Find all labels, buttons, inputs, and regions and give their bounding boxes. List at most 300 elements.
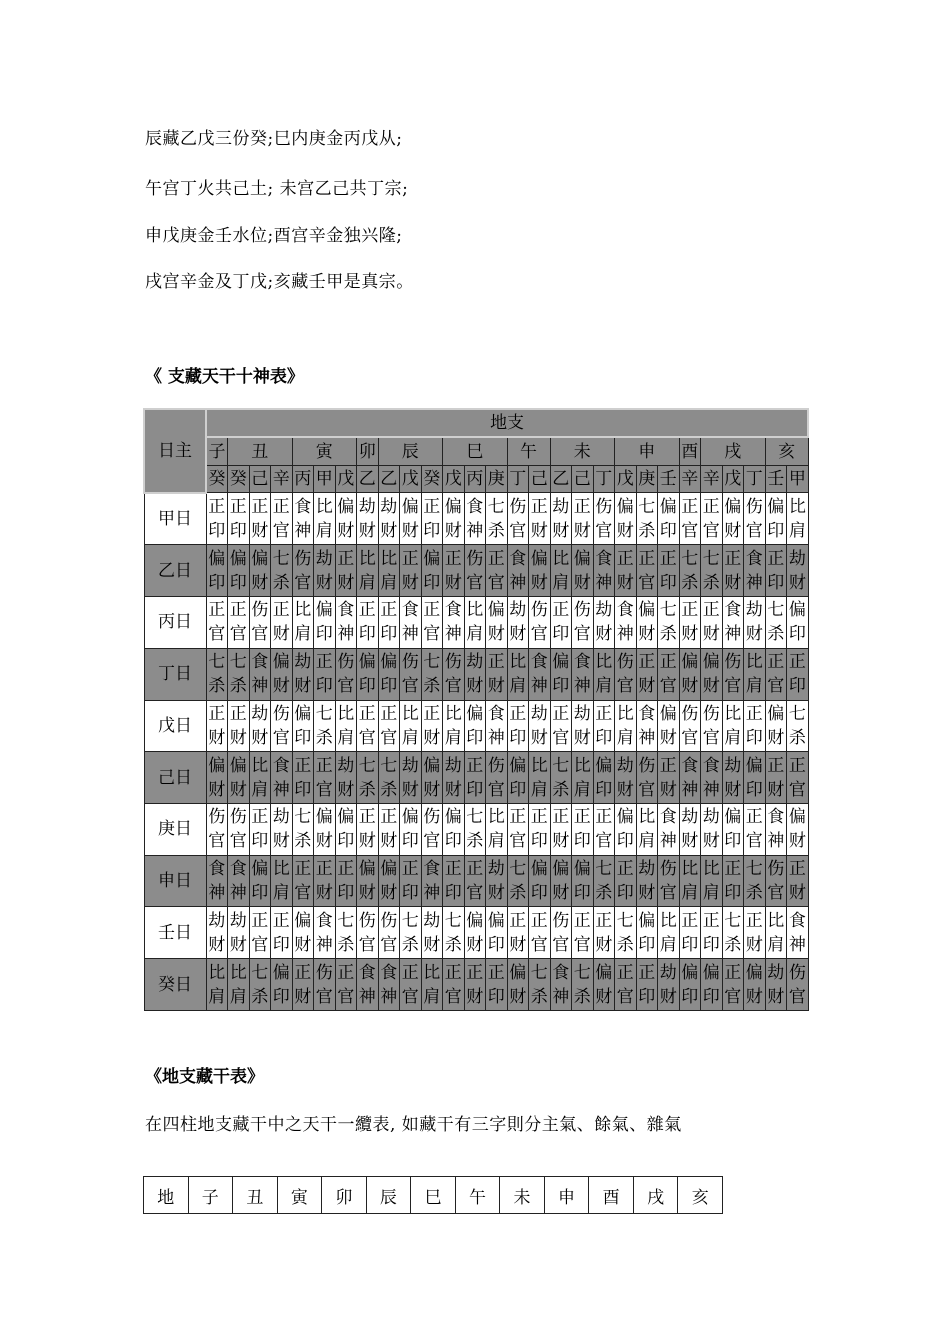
ten-god-cell: 劫财 — [615, 752, 637, 804]
ten-god-cell: 正财 — [464, 959, 486, 1011]
table-row — [144, 855, 808, 907]
ten-god-cell: 偏印 — [701, 959, 723, 1011]
ten-god-cell: 劫财 — [636, 855, 658, 907]
ten-gods-table — [143, 408, 809, 1011]
ten-god-cell: 正财 — [421, 700, 443, 752]
ten-god-cell: 正印 — [765, 545, 787, 597]
ten-god-cell: 比肩 — [679, 855, 701, 907]
ten-god-cell: 比肩 — [421, 959, 443, 1011]
ten-god-cell: 食神 — [249, 648, 271, 700]
ten-god-cell: 正印 — [314, 648, 336, 700]
ten-god-cell: 偏财 — [378, 855, 400, 907]
ten-god-cell: 劫财 — [507, 597, 529, 649]
ten-god-cell: 正印 — [443, 855, 465, 907]
ten-god-cell: 比肩 — [249, 752, 271, 804]
ten-god-cell: 偏印 — [744, 752, 766, 804]
table-row — [144, 493, 808, 545]
table-row — [144, 437, 808, 465]
ten-god-cell: 劫财 — [701, 803, 723, 855]
ten-god-cell: 伤官 — [658, 855, 680, 907]
hidden-stem-header: 辛 — [679, 465, 701, 492]
verse-line-1: 辰藏乙戊三份癸;巳内庚金丙戊从; — [145, 129, 403, 149]
ten-god-cell: 食神 — [572, 648, 594, 700]
branch-header: 丑 — [228, 437, 293, 465]
ten-god-cell: 食神 — [507, 545, 529, 597]
verse-line-4: 戌宫辛金及丁戊;亥藏壬甲是真宗。 — [145, 272, 414, 292]
ten-god-cell: 食神 — [486, 700, 508, 752]
ten-god-cell: 正财 — [529, 493, 551, 545]
ten-god-cell: 偏印 — [357, 648, 379, 700]
ten-god-cell: 正印 — [701, 907, 723, 959]
ten-god-cell: 偏财 — [615, 493, 637, 545]
ten-god-cell: 伤官 — [228, 803, 250, 855]
ten-god-cell: 偏财 — [486, 597, 508, 649]
ten-god-cell: 劫财 — [722, 752, 744, 804]
ten-god-cell: 食神 — [679, 752, 701, 804]
hidden-stem-header: 甲 — [314, 465, 336, 492]
ten-god-cell: 伤官 — [464, 545, 486, 597]
ten-god-cell: 正印 — [421, 493, 443, 545]
day-master-label: 壬日 — [144, 907, 206, 959]
hidden-stem-header: 壬 — [658, 465, 680, 492]
ten-god-cell: 正官 — [636, 545, 658, 597]
ten-god-cell: 偏印 — [550, 648, 572, 700]
hidden-stems-cell: 午 — [455, 1177, 500, 1214]
ten-god-cell: 伤官 — [357, 907, 379, 959]
ten-god-cell: 偏印 — [679, 959, 701, 1011]
ten-god-cell: 食神 — [529, 648, 551, 700]
ten-god-cell: 正财 — [357, 803, 379, 855]
table-row — [144, 465, 808, 492]
branch-header: 酉 — [679, 437, 701, 465]
ten-god-cell: 正官 — [249, 907, 271, 959]
ten-god-cell: 正印 — [615, 855, 637, 907]
ten-god-cell: 食神 — [292, 493, 314, 545]
ten-god-cell: 正官 — [357, 700, 379, 752]
day-master-label: 庚日 — [144, 803, 206, 855]
verse-line-2: 午宫丁火共己土; 未宫乙己共丁宗; — [145, 179, 409, 199]
ten-god-cell: 食神 — [765, 803, 787, 855]
table-row — [144, 752, 808, 804]
ten-god-cell: 偏财 — [765, 700, 787, 752]
ten-god-cell: 伤官 — [421, 803, 443, 855]
ten-god-cell: 偏财 — [722, 493, 744, 545]
hidden-stem-header: 庚 — [486, 465, 508, 492]
ten-god-cell: 正印 — [529, 803, 551, 855]
ten-god-cell: 食神 — [357, 959, 379, 1011]
ten-god-cell: 正官 — [228, 597, 250, 649]
ten-god-cell: 七杀 — [421, 648, 443, 700]
ten-gods-table-heading: 《 支藏天干十神表》 — [145, 367, 304, 387]
hidden-stems-cell: 子 — [188, 1177, 233, 1214]
day-master-label: 申日 — [144, 855, 206, 907]
ten-god-cell: 七杀 — [292, 803, 314, 855]
ten-god-cell: 正官 — [679, 493, 701, 545]
ten-god-cell: 正官 — [507, 803, 529, 855]
ten-god-cell: 偏财 — [679, 648, 701, 700]
ten-god-cell: 伤官 — [787, 959, 809, 1011]
ten-god-cell: 偏财 — [335, 493, 357, 545]
ten-god-cell: 偏财 — [572, 545, 594, 597]
ten-god-cell: 七杀 — [765, 597, 787, 649]
ten-god-cell: 食神 — [464, 493, 486, 545]
ten-god-cell: 偏印 — [486, 907, 508, 959]
ten-god-cell: 正官 — [529, 907, 551, 959]
ten-god-cell: 七杀 — [378, 752, 400, 804]
ten-god-cell: 正官 — [572, 907, 594, 959]
day-master-label: 癸日 — [144, 959, 206, 1011]
hidden-stem-header: 辛 — [271, 465, 293, 492]
ten-god-cell: 正财 — [679, 597, 701, 649]
ten-god-cell: 伤官 — [443, 648, 465, 700]
ten-god-cell: 比肩 — [636, 803, 658, 855]
ten-god-cell: 劫财 — [787, 545, 809, 597]
branch-header: 未 — [550, 437, 615, 465]
branch-header: 亥 — [765, 437, 808, 465]
ten-god-cell: 劫财 — [464, 648, 486, 700]
ten-god-cell: 比肩 — [507, 648, 529, 700]
ten-god-cell: 偏财 — [787, 803, 809, 855]
ten-god-cell: 正财 — [400, 545, 422, 597]
ten-god-cell: 劫财 — [400, 752, 422, 804]
ten-god-cell: 七杀 — [529, 959, 551, 1011]
ten-god-cell: 伤官 — [400, 648, 422, 700]
ten-god-cell: 正财 — [292, 959, 314, 1011]
hidden-stem-header: 丙 — [292, 465, 314, 492]
ten-god-cell: 食神 — [271, 752, 293, 804]
ten-god-cell: 食神 — [615, 597, 637, 649]
ten-god-cell: 正印 — [572, 803, 594, 855]
ten-god-cell: 偏印 — [658, 493, 680, 545]
ten-god-cell: 正印 — [636, 959, 658, 1011]
ten-god-cell: 偏财 — [206, 752, 228, 804]
ten-god-cell: 正财 — [378, 803, 400, 855]
ten-god-cell: 劫财 — [765, 959, 787, 1011]
ten-god-cell: 七杀 — [314, 700, 336, 752]
ten-god-cell: 正官 — [464, 855, 486, 907]
ten-god-cell: 正财 — [787, 855, 809, 907]
ten-god-cell: 偏印 — [271, 959, 293, 1011]
ten-god-cell: 食神 — [658, 803, 680, 855]
ten-god-cell: 正官 — [550, 700, 572, 752]
ten-god-cell: 食神 — [593, 545, 615, 597]
ten-god-cell: 七杀 — [486, 493, 508, 545]
ten-god-cell: 正印 — [658, 545, 680, 597]
ten-god-cell: 偏印 — [765, 493, 787, 545]
table-row — [144, 545, 808, 597]
ten-god-cell: 比肩 — [744, 648, 766, 700]
hidden-stem-header: 丁 — [744, 465, 766, 492]
hidden-stems-cell: 辰 — [366, 1177, 411, 1214]
ten-god-cell: 偏财 — [292, 907, 314, 959]
hidden-stem-header: 戊 — [443, 465, 465, 492]
ten-god-cell: 比肩 — [701, 855, 723, 907]
ten-god-cell: 七杀 — [572, 959, 594, 1011]
ten-god-cell: 比肩 — [206, 959, 228, 1011]
ten-god-cell: 正财 — [206, 700, 228, 752]
ten-god-cell: 正官 — [787, 752, 809, 804]
ten-god-cell: 正财 — [550, 803, 572, 855]
hidden-stems-table-heading: 《地支藏干表》 — [145, 1067, 264, 1087]
ten-god-cell: 食神 — [400, 597, 422, 649]
table-row — [144, 700, 808, 752]
ten-god-cell: 正印 — [486, 959, 508, 1011]
branch-header: 申 — [615, 437, 680, 465]
hidden-stems-cell: 寅 — [277, 1177, 322, 1214]
ten-god-cell: 正官 — [271, 493, 293, 545]
ten-god-cell: 正官 — [744, 803, 766, 855]
ten-god-cell: 食神 — [443, 597, 465, 649]
ten-god-cell: 伤官 — [507, 493, 529, 545]
ten-god-cell: 劫财 — [206, 907, 228, 959]
ten-god-cell: 正印 — [744, 700, 766, 752]
day-master-label: 己日 — [144, 752, 206, 804]
ten-god-cell: 劫财 — [314, 545, 336, 597]
ten-god-cell: 正印 — [507, 700, 529, 752]
hidden-stems-cell: 卯 — [322, 1177, 367, 1214]
ten-god-cell: 偏财 — [593, 959, 615, 1011]
ten-god-cell: 食神 — [787, 907, 809, 959]
ten-god-cell: 劫财 — [421, 907, 443, 959]
ten-god-cell: 七杀 — [593, 855, 615, 907]
ten-god-cell: 偏印 — [292, 700, 314, 752]
ten-god-cell: 正印 — [292, 752, 314, 804]
ten-god-cell: 正印 — [722, 855, 744, 907]
ten-god-cell: 偏印 — [507, 752, 529, 804]
hidden-stem-header: 戊 — [722, 465, 744, 492]
ten-god-cell: 偏财 — [249, 545, 271, 597]
hidden-stem-header: 己 — [249, 465, 271, 492]
ten-god-cell: 比肩 — [658, 907, 680, 959]
day-master-label: 丙日 — [144, 597, 206, 649]
ten-god-cell: 正印 — [593, 700, 615, 752]
ten-god-cell: 偏财 — [658, 700, 680, 752]
ten-god-cell: 正财 — [443, 545, 465, 597]
ten-god-cell: 劫财 — [228, 907, 250, 959]
hidden-stem-header: 戊 — [615, 465, 637, 492]
ten-god-cell: 正印 — [335, 855, 357, 907]
hidden-stem-header: 癸 — [421, 465, 443, 492]
ten-god-cell: 偏财 — [271, 648, 293, 700]
hidden-stems-cell: 丑 — [233, 1177, 278, 1214]
ten-god-cell: 正印 — [228, 493, 250, 545]
ten-god-cell: 七杀 — [744, 855, 766, 907]
ten-god-cell: 劫财 — [593, 597, 615, 649]
table-row — [144, 803, 808, 855]
ten-god-cell: 正财 — [658, 752, 680, 804]
day-master-label: 戊日 — [144, 700, 206, 752]
hidden-stem-header: 戊 — [400, 465, 422, 492]
ten-god-cell: 正印 — [464, 752, 486, 804]
hidden-stem-header: 癸 — [206, 465, 228, 492]
ten-god-cell: 偏印 — [722, 803, 744, 855]
ten-god-cell: 七杀 — [636, 493, 658, 545]
ten-god-cell: 正财 — [228, 700, 250, 752]
ten-god-cell: 伤官 — [701, 700, 723, 752]
hidden-stem-header: 丁 — [593, 465, 615, 492]
branch-header: 戌 — [701, 437, 766, 465]
ten-god-cell: 七杀 — [206, 648, 228, 700]
ten-god-cell: 劫财 — [486, 855, 508, 907]
hidden-stem-header: 癸 — [228, 465, 250, 492]
ten-god-cell: 比肩 — [357, 545, 379, 597]
table-row — [144, 907, 808, 959]
ten-god-cell: 比肩 — [292, 597, 314, 649]
ten-god-cell: 伤官 — [486, 752, 508, 804]
ten-god-cell: 偏印 — [615, 803, 637, 855]
hidden-stem-header: 己 — [572, 465, 594, 492]
hidden-stems-cell: 地 — [144, 1177, 189, 1214]
ten-god-cell: 比肩 — [228, 959, 250, 1011]
ten-god-cell: 正官 — [206, 597, 228, 649]
ten-god-cell: 比肩 — [443, 700, 465, 752]
ten-god-cell: 正财 — [572, 493, 594, 545]
ten-god-cell: 正印 — [550, 597, 572, 649]
ten-god-cell: 比肩 — [378, 545, 400, 597]
branch-header: 巳 — [443, 437, 508, 465]
ten-god-cell: 正财 — [507, 907, 529, 959]
ten-god-cell: 偏印 — [249, 855, 271, 907]
hidden-stem-header: 丁 — [507, 465, 529, 492]
ten-god-cell: 比肩 — [615, 700, 637, 752]
day-master-label: 丁日 — [144, 648, 206, 700]
ten-god-cell: 比肩 — [550, 545, 572, 597]
ten-god-cell: 偏财 — [357, 855, 379, 907]
ten-god-cell: 比肩 — [572, 752, 594, 804]
ten-god-cell: 正官 — [593, 803, 615, 855]
ten-god-cell: 七杀 — [249, 959, 271, 1011]
ten-god-cell: 正官 — [400, 959, 422, 1011]
ten-god-cell: 食神 — [722, 597, 744, 649]
hidden-stems-description: 在四柱地支藏干中之天干一纜表, 如藏干有三字則分主氣、餘氣、雜氣 — [145, 1115, 682, 1135]
ten-god-cell: 伤官 — [206, 803, 228, 855]
ten-god-cell: 正财 — [636, 648, 658, 700]
ten-god-cell: 偏印 — [314, 597, 336, 649]
ten-god-cell: 正印 — [400, 855, 422, 907]
ten-god-cell: 正印 — [357, 597, 379, 649]
ten-god-cell: 比肩 — [314, 493, 336, 545]
ten-god-cell: 劫财 — [357, 493, 379, 545]
ten-god-cell: 正财 — [615, 545, 637, 597]
hidden-stem-header: 壬 — [765, 465, 787, 492]
ten-god-cell: 正官 — [701, 493, 723, 545]
ten-god-cell: 食神 — [228, 855, 250, 907]
ten-god-cell: 劫财 — [249, 700, 271, 752]
ten-god-cell: 七杀 — [400, 907, 422, 959]
ten-god-cell: 比肩 — [722, 700, 744, 752]
ten-god-cell: 偏财 — [464, 907, 486, 959]
ten-god-cell: 劫财 — [443, 752, 465, 804]
ten-god-cell: 偏财 — [744, 959, 766, 1011]
ten-god-cell: 偏印 — [228, 545, 250, 597]
hidden-stem-header: 甲 — [787, 465, 809, 492]
branch-header: 寅 — [292, 437, 357, 465]
corner-label: 日主 — [144, 409, 206, 493]
ten-god-cell: 劫财 — [550, 493, 572, 545]
table-row — [144, 648, 808, 700]
ten-god-cell: 偏印 — [378, 648, 400, 700]
ten-god-cell: 七杀 — [679, 545, 701, 597]
ten-god-cell: 劫财 — [292, 648, 314, 700]
ten-god-cell: 劫财 — [658, 959, 680, 1011]
ten-god-cell: 正官 — [722, 959, 744, 1011]
ten-god-cell: 偏财 — [421, 752, 443, 804]
ten-god-cell: 正财 — [271, 597, 293, 649]
hidden-stems-cell: 戌 — [633, 1177, 678, 1214]
hidden-stem-header: 乙 — [378, 465, 400, 492]
ten-god-cell: 伤官 — [765, 855, 787, 907]
ten-god-cell: 比肩 — [486, 803, 508, 855]
ten-god-cell: 偏印 — [400, 803, 422, 855]
ten-god-cell: 劫财 — [271, 803, 293, 855]
ten-god-cell: 七杀 — [228, 648, 250, 700]
ten-god-cell: 正印 — [206, 493, 228, 545]
ten-god-cell: 七杀 — [335, 907, 357, 959]
ten-god-cell: 正财 — [249, 493, 271, 545]
ten-god-cell: 伤官 — [550, 907, 572, 959]
ten-god-cell: 比肩 — [787, 493, 809, 545]
ten-god-cell: 伤官 — [378, 907, 400, 959]
verse-line-3: 申戊庚金壬水位;酉宫辛金独兴隆; — [145, 226, 403, 246]
ten-god-cell: 七杀 — [615, 907, 637, 959]
ten-god-cell: 劫财 — [744, 597, 766, 649]
ten-god-cell: 伤官 — [744, 493, 766, 545]
ten-god-cell: 偏财 — [443, 493, 465, 545]
ten-god-cell: 比肩 — [400, 700, 422, 752]
ten-god-cell: 正官 — [765, 648, 787, 700]
ten-god-cell: 食神 — [314, 907, 336, 959]
ten-god-cell: 正官 — [443, 959, 465, 1011]
ten-god-cell: 正财 — [314, 855, 336, 907]
ten-god-cell: 食神 — [744, 545, 766, 597]
ten-god-cell: 偏财 — [228, 752, 250, 804]
ten-god-cell: 食神 — [421, 855, 443, 907]
ten-god-cell: 伤官 — [572, 597, 594, 649]
ten-god-cell: 比肩 — [593, 648, 615, 700]
hidden-stem-header: 辛 — [701, 465, 723, 492]
ten-god-cell: 正官 — [292, 855, 314, 907]
ten-god-cell: 正官 — [378, 700, 400, 752]
ten-god-cell: 偏印 — [636, 907, 658, 959]
branch-header: 午 — [507, 437, 550, 465]
day-master-label: 乙日 — [144, 545, 206, 597]
ten-god-cell: 伤官 — [314, 959, 336, 1011]
ten-god-cell: 食神 — [550, 959, 572, 1011]
ten-god-cell: 偏财 — [529, 545, 551, 597]
ten-god-cell: 伤官 — [615, 648, 637, 700]
ten-god-cell: 正财 — [744, 907, 766, 959]
hidden-stem-header: 丙 — [464, 465, 486, 492]
ten-god-cell: 正印 — [787, 648, 809, 700]
ten-god-cell: 偏印 — [593, 752, 615, 804]
ten-god-cell: 劫财 — [679, 803, 701, 855]
hidden-stems-cell: 酉 — [589, 1177, 634, 1214]
hidden-stem-header: 戊 — [335, 465, 357, 492]
ten-god-cell: 偏印 — [335, 803, 357, 855]
ten-god-cell: 偏财 — [550, 855, 572, 907]
ten-god-cell: 劫财 — [529, 700, 551, 752]
ten-god-cell: 偏印 — [787, 597, 809, 649]
ten-god-cell: 食神 — [636, 700, 658, 752]
branch-header: 卯 — [357, 437, 379, 465]
table-row — [144, 409, 808, 437]
ten-god-cell: 正官 — [615, 959, 637, 1011]
hidden-stem-header: 乙 — [550, 465, 572, 492]
ten-god-cell: 偏印 — [529, 855, 551, 907]
earthly-branch-header: 地支 — [206, 409, 808, 437]
ten-god-cell: 正印 — [679, 907, 701, 959]
ten-god-cell: 偏财 — [400, 493, 422, 545]
